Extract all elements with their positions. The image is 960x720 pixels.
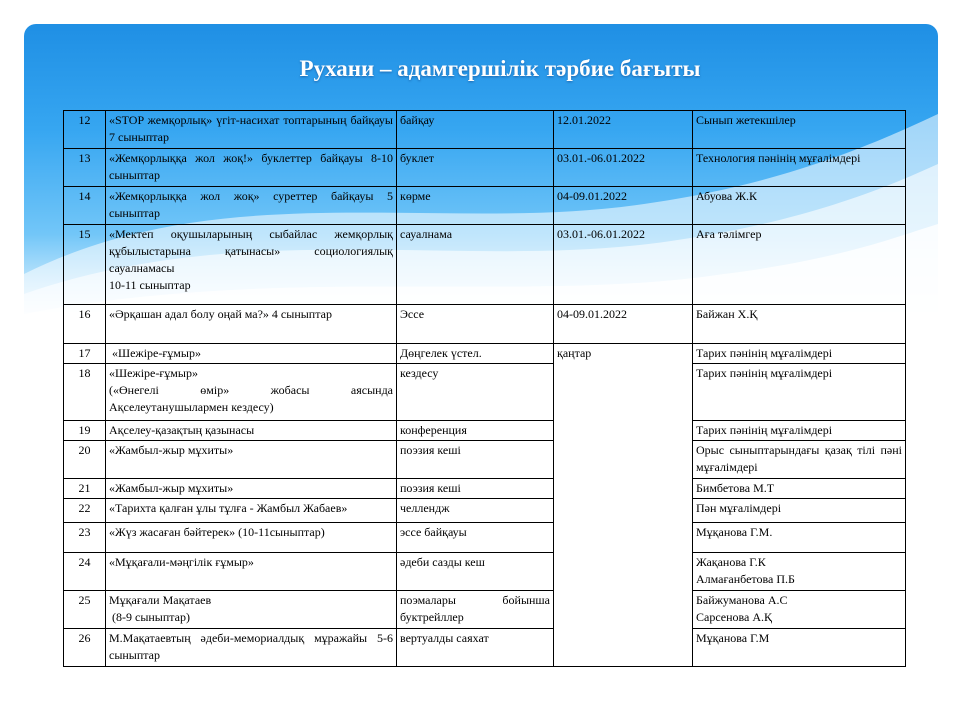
event-name: «Жемқорлыққа жол жоқ!» буклеттер байқауы 8-10 сыныптар bbox=[106, 149, 397, 187]
event-form: көрме bbox=[397, 187, 554, 225]
table-row bbox=[64, 305, 906, 344]
event-name: «Жамбыл-жыр мұхиты» bbox=[106, 479, 397, 499]
event-responsible: Бимбетова М.Т bbox=[693, 479, 906, 499]
event-name: «Жамбыл-жыр мұхиты» bbox=[106, 441, 397, 479]
event-responsible: Абуова Ж.К bbox=[693, 187, 906, 225]
row-number: 25 bbox=[64, 591, 106, 629]
event-date: 12.01.2022 bbox=[554, 111, 693, 149]
event-responsible: Жақанова Г.К Алмағанбетова П.Б bbox=[693, 553, 906, 591]
event-name: «Жемқорлыққа жол жоқ» суреттер байқауы 5 сыныптар bbox=[106, 187, 397, 225]
event-date: қаңтар bbox=[554, 344, 693, 667]
event-name: «Мұқағали-мәңгілік ғұмыр» bbox=[106, 553, 397, 591]
event-form: байқау bbox=[397, 111, 554, 149]
event-name: «Мектеп оқушыларының сыбайлас жемқорлық құбылыстарына қатынасы» социологиялық сауалнамасы 10-11 сыныптар bbox=[106, 225, 397, 305]
event-form: поэзия кеші bbox=[397, 479, 554, 499]
event-responsible: Байжуманова А.С Сарсенова А.Қ bbox=[693, 591, 906, 629]
row-number: 17 bbox=[64, 344, 106, 364]
event-date: 04-09.01.2022 bbox=[554, 187, 693, 225]
table-row bbox=[64, 441, 906, 479]
table-row bbox=[64, 149, 906, 187]
page-title: Рухани – адамгершілік тәрбие бағыты bbox=[299, 56, 701, 81]
event-responsible: Технология пәнінің мұғалімдері bbox=[693, 149, 906, 187]
event-form: вертуалды саяхат bbox=[397, 629, 554, 667]
table-row bbox=[64, 364, 906, 421]
event-date: 03.01.-06.01.2022 bbox=[554, 225, 693, 305]
events-table bbox=[63, 110, 906, 667]
event-name: Мұқағали Мақатаев (8-9 сыныптар) bbox=[106, 591, 397, 629]
row-number: 13 bbox=[64, 149, 106, 187]
event-form: буклет bbox=[397, 149, 554, 187]
event-form: конференция bbox=[397, 421, 554, 441]
row-number: 14 bbox=[64, 187, 106, 225]
table-row bbox=[64, 187, 906, 225]
event-responsible: Орыс сыныптарындағы қазақ тілі пәні мұғалімдері bbox=[693, 441, 906, 479]
event-responsible: Мұқанова Г.М. bbox=[693, 523, 906, 553]
event-responsible: Тарих пәнінің мұғалімдері bbox=[693, 364, 906, 421]
event-name: «Әрқашан адал болу оңай ма?» 4 сыныптар bbox=[106, 305, 397, 344]
table-row bbox=[64, 553, 906, 591]
table-row bbox=[64, 523, 906, 553]
row-number: 23 bbox=[64, 523, 106, 553]
event-name: «Шежіре-ғұмыр» bbox=[106, 344, 397, 364]
table-row bbox=[64, 344, 906, 364]
row-number: 20 bbox=[64, 441, 106, 479]
table-row bbox=[64, 479, 906, 499]
event-name: «Шежіре-ғұмыр» («Өнегелі өмір» жобасы аясында Ақселеутанушылармен кездесу) bbox=[106, 364, 397, 421]
row-number: 26 bbox=[64, 629, 106, 667]
table-row bbox=[64, 421, 906, 441]
event-form: сауалнама bbox=[397, 225, 554, 305]
event-responsible: Пән мұғалімдері bbox=[693, 499, 906, 523]
event-responsible: Тарих пәнінің мұғалімдері bbox=[693, 421, 906, 441]
event-form: эссе байқауы bbox=[397, 523, 554, 553]
event-form: поэмалары бойынша буктрейллер bbox=[397, 591, 554, 629]
event-form: кездесу bbox=[397, 364, 554, 421]
table-row bbox=[64, 111, 906, 149]
event-date: 03.01.-06.01.2022 bbox=[554, 149, 693, 187]
row-number: 21 bbox=[64, 479, 106, 499]
event-responsible: Мұқанова Г.М bbox=[693, 629, 906, 667]
table-row bbox=[64, 225, 906, 305]
table-row bbox=[64, 591, 906, 629]
row-number: 24 bbox=[64, 553, 106, 591]
row-number: 19 bbox=[64, 421, 106, 441]
row-number: 16 bbox=[64, 305, 106, 344]
event-name: «Жүз жасаған бәйтерек» (10-11сыныптар) bbox=[106, 523, 397, 553]
event-responsible: Сынып жетекшілер bbox=[693, 111, 906, 149]
table-row bbox=[64, 629, 906, 667]
event-responsible: Аға тәлімгер bbox=[693, 225, 906, 305]
event-form: поэзия кеші bbox=[397, 441, 554, 479]
row-number: 18 bbox=[64, 364, 106, 421]
event-name: «Тарихта қалған ұлы тұлға - Жамбыл Жабаев» bbox=[106, 499, 397, 523]
event-name: Ақселеу-қазақтың қазынасы bbox=[106, 421, 397, 441]
row-number: 12 bbox=[64, 111, 106, 149]
row-number: 15 bbox=[64, 225, 106, 305]
event-form: челлендж bbox=[397, 499, 554, 523]
event-name: М.Мақатаевтың әдеби-мемориалдық мұражайы 5-6 сыныптар bbox=[106, 629, 397, 667]
event-form: Дөңгелек үстел. bbox=[397, 344, 554, 364]
event-form: әдеби сазды кеш bbox=[397, 553, 554, 591]
event-responsible: Байжан Х.Қ bbox=[693, 305, 906, 344]
event-form: Эссе bbox=[397, 305, 554, 344]
event-date: 04-09.01.2022 bbox=[554, 305, 693, 344]
event-responsible: Тарих пәнінің мұғалімдері bbox=[693, 344, 906, 364]
row-number: 22 bbox=[64, 499, 106, 523]
table-row bbox=[64, 499, 906, 523]
event-name: «STOP жемқорлық» үгіт-насихат топтарының байқауы 7 сыныптар bbox=[106, 111, 397, 149]
